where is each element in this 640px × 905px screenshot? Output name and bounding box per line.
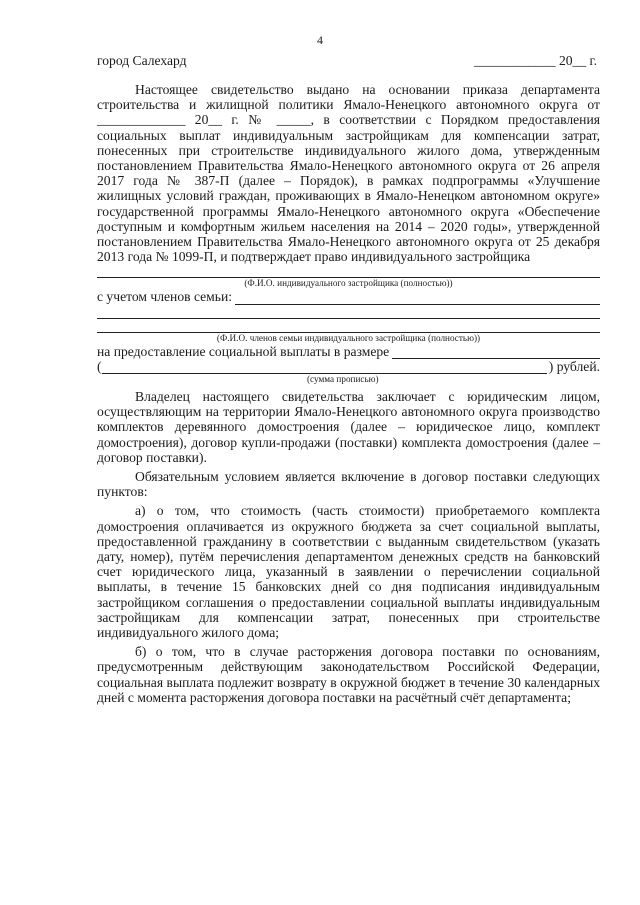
amount-words-line xyxy=(102,362,547,374)
developer-name-caption: (Ф.И.О. индивидуального застройщика (полностью)) xyxy=(244,278,453,289)
condition-paragraph: Обязательным условием является включение в договор поставки следующих пунктов: xyxy=(97,469,600,500)
document-body xyxy=(97,82,600,705)
owner-paragraph: Владелец настоящего свидетельства заключает с юридическим лицом, осуществляющим на территории Ямало-Ненецкого автономного округа производство комплектов деревянного домостроения (далее – юридическое лицо, комплект домостроения), договор купли-продажи (поставки) комплекта домостроения (далее – договор поставки). xyxy=(97,389,600,465)
family-members-line-1 xyxy=(235,293,600,305)
city-name: город Салехард xyxy=(97,53,187,68)
family-members-line-2 xyxy=(97,305,600,319)
date-field: ____________ 20__ г. xyxy=(474,53,597,68)
family-members-line-3 xyxy=(97,319,600,333)
amount-words-caption: (сумма прописью) xyxy=(307,374,379,384)
amount-line xyxy=(392,347,600,359)
developer-name-line xyxy=(97,264,600,278)
item-a-paragraph: а) о том, что стоимость (часть стоимости) приобретаемого комплекта домостроения оплачивается из окружного бюджета за счет социальной выплаты, предоставленной гражданину в соответствии с выданным свидетельством (указать дату, номер), путём перечисления департаментом денежных средств на банковский счет юридического лица, указанный в заявлении о перечислении социальной выплаты, в течение 15 банковских дней со дня подписания индивидуальным застройщиком соглашения о предоставлении социальной выплаты индивидуальным застройщикам для компенсации затрат, понесенных при строительстве индивидуального жилого дома; xyxy=(97,503,600,641)
family-members-caption: (Ф.И.О. членов семьи индивидуального застройщика (полностью)) xyxy=(216,332,481,343)
amount-words-field xyxy=(97,359,600,374)
item-b-paragraph: б) о том, что в случае расторжения договора поставки по основаниям, предусмотренным действующим законодательством Российской Федерации, социальная выплата подлежит возврату в окружной бюджет в течение 30 календарных дней с момента расторжения договора поставки на расчётный счёт департамента; xyxy=(97,644,600,705)
amount-currency: ) рублей. xyxy=(548,358,600,374)
intro-paragraph: Настоящее свидетельство выдано на основании приказа департамента строительства и жилищной политики Ямало-Ненецкого автономного округа от _____________ 20__ г. № _____, в соответствии с Порядком предоставления социальных выплат индивидуальным застройщикам для компенсации затрат, понесенных при строительстве индивидуального жилого дома, утвержденным постановлением Правительства Ямало-Ненецкого автономного округа от 26 апреля 2017 года № 387-П (далее – Порядок), в рамках подпрограммы «Улучшение жилищных условий граждан, проживающих в Ямало-Ненецком автономном округе» государственной программы Ямало-Ненецкого автономного округа «Обеспечение доступным и комфортным жильем населения на 2014 – 2020 годы», утвержденной постановлением Правительства Ямало-Ненецкого автономного округа от 25 декабря 2013 года № 1099-П, и подтверждает право индивидуального застройщика xyxy=(97,82,600,265)
family-members-label: с учетом членов семьи: xyxy=(97,289,233,305)
amount-label: на предоставление социальной выплаты в размере xyxy=(97,343,390,359)
page-number: 4 xyxy=(317,33,323,47)
family-members-field xyxy=(97,289,600,304)
amount-field xyxy=(97,344,600,359)
document-header xyxy=(97,53,597,71)
amount-open-paren: ( xyxy=(97,358,102,374)
